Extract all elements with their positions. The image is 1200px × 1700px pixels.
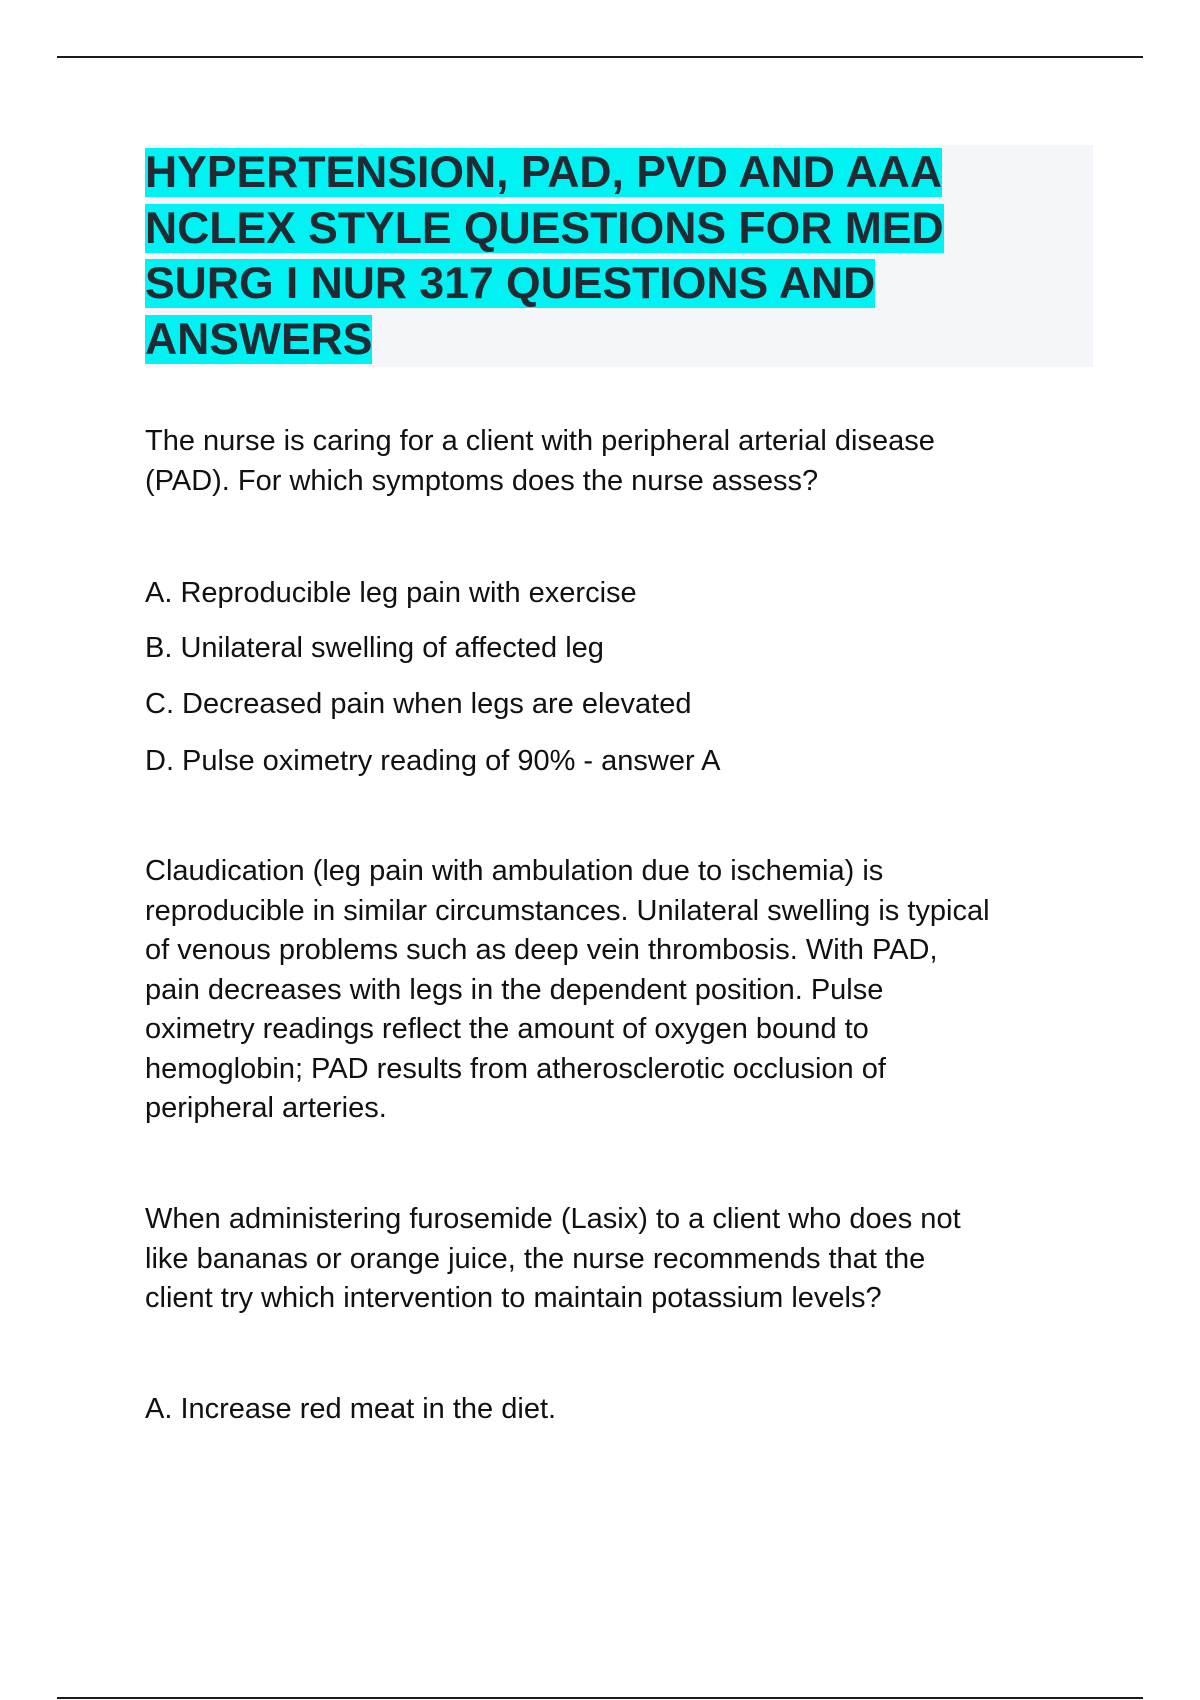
question-2-stem [145,1200,1095,1319]
title-line: NCLEX STYLE QUESTIONS FOR MED [145,203,944,253]
question-1-stem [145,422,1095,501]
question-1-option-a: A. Reproducible leg pain with exercise [145,577,637,609]
footer-rule [57,1697,1143,1699]
title-line: HYPERTENSION, PAD, PVD AND AAA [145,148,942,197]
question-1-option-d-answer: D. Pulse oximetry reading of 90% - answer A [145,745,721,777]
question-1-option-b: B. Unilateral swelling of affected leg [145,632,604,664]
rationale-line: oximetry readings reflect the amount of oxygen bound to [145,1013,869,1045]
rationale-line: hemoglobin; PAD results from atherosclerotic occlusion of [145,1052,886,1085]
rationale-line: reproducible in similar circumstances. Unilateral swelling is typical [145,894,990,927]
question-1-option-c: C. Decreased pain when legs are elevated [145,688,692,720]
title-line: ANSWERS [145,314,373,364]
rationale-line: Claudication (leg pain with ambulation due to ischemia) is [145,855,884,887]
question-1-stem-line: The nurse is caring for a client with peripheral arterial disease [145,425,935,457]
question-2-stem-line: When administering furosemide (Lasix) to a client who does not [145,1203,961,1235]
question-1-rationale [145,852,1095,1129]
header-rule [57,56,1143,58]
document-title [145,145,1093,367]
rationale-line: of venous problems such as deep vein thrombosis. With PAD, [145,934,938,966]
question-2-stem-line: like bananas or orange juice, the nurse recommends that the [145,1242,926,1275]
question-1-stem-line: (PAD). For which symptoms does the nurse assess? [145,464,819,497]
rationale-line: pain decreases with legs in the dependent position. Pulse [145,973,884,1006]
question-2-stem-line: client try which intervention to maintain potassium levels? [145,1282,882,1314]
question-2-option-a: A. Increase red meat in the diet. [145,1393,557,1425]
title-line: SURG I NUR 317 QUESTIONS AND [145,259,876,308]
rationale-line: peripheral arteries. [145,1092,387,1124]
